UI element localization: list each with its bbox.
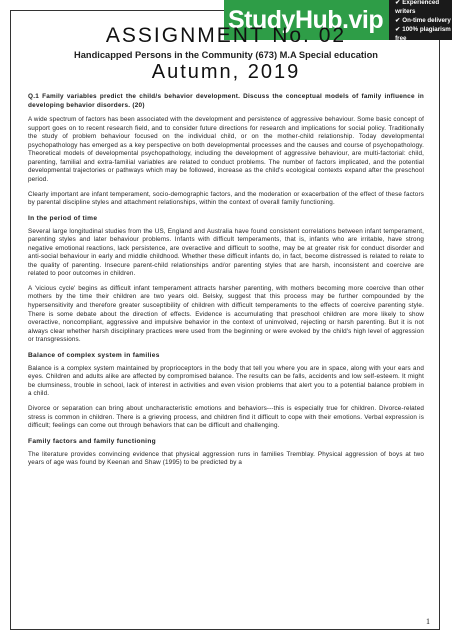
check-icon: ✔ bbox=[395, 25, 401, 33]
assignment-title: ASSIGNMENT No. 02 bbox=[105, 24, 347, 47]
page-number: 1 bbox=[426, 617, 430, 626]
check-icon: ✔ bbox=[395, 0, 401, 6]
paragraph: A wide spectrum of factors has been associated with the development and persistence of aggressive behaviour. Some basic concept of support goes on to recent research field, and to consider future directions for research and implications for social policy. Traditionally the study of problem behaviour focused on the individual child, or on the mother-child relationship. Today developmental psychopathology has emerged as a key perspective on both developmental processes and the causes and course of psychopathology. Theoretical models of developmental psychopathology, including the development of aggressive behaviour, are multi-factorial: child, parenting, familial and extra-familial variables are related to conduct problems. The number of factors implicated, and the potential developmental trajectories or pathways which may be followed, increase as the child's ecological contexts expand after the preschool period. bbox=[28, 116, 424, 184]
feature-item: ✔ Experienced writers bbox=[395, 0, 440, 15]
feature-item: ✔ 100% plagiarism free bbox=[395, 25, 451, 42]
document-body bbox=[28, 24, 424, 468]
section-heading: Balance of complex system in families bbox=[28, 351, 160, 359]
question-text: Q.1 Family variables predict the child/s behavior development. Discuss the conceptual models of family influence in developing behavior disorders. (20) bbox=[28, 93, 424, 109]
paragraph: Balance is a complex system maintained by proprioceptors in the body that tell you where you are in space, along with your ears and eyes. Children and adults alike are affected by compromised balance. The results can be falls, accidents and low self-esteem. It might be clumsiness, trouble in school, lack of interest in activities and even vision problems that alert you to a potential balance problem in a child. bbox=[28, 364, 424, 398]
section-heading: Family factors and family functioning bbox=[28, 437, 156, 445]
paragraph: Clearly important are infant temperament, socio-demographic factors, and the moderation or exacerbation of the effect of these factors by parental discipline styles and attachment relationships, within the context of overall family functioning. bbox=[28, 190, 424, 207]
section-heading: In the period of time bbox=[28, 214, 98, 222]
semester-heading: Autumn, 2019 bbox=[151, 61, 301, 83]
paragraph: The literature provides convincing evidence that physical aggression runs in families Tremblay. Physical aggression of boys at two years of age was found by Keenan and Shaw (1995) to be predicted by a bbox=[28, 450, 424, 467]
paragraph: A 'vicious cycle' begins as difficult infant temperament attracts harsher parenting, with mothers becoming more coercive than other mothers by the time their children are two years old. Belsky, suggest that this process may be further compounded by the hypersensitivity and therefore greater susceptibility of children with difficult temperaments to the effects of coercive parenting style. There is some debate about the direction of effects. Evidence is accumulating that preschool children are more likely to show overactive, noncompliant, aggressive and impulsive behavior in the context of uninvolved, rejecting or harsh parenting. But it is not always clear whether harsh disciplinary practices were used from the beginning or were evoked by the child's high level of aggression or transgressions. bbox=[28, 284, 424, 344]
course-subtitle: Handicapped Persons in the Community (673) M.A Special education bbox=[74, 50, 378, 60]
paragraph: Several large longitudinal studies from the US, England and Australia have found consistent correlations between infant temperament, parenting styles and later behaviour problems. Infants with difficult temperaments, that is, infants who are irritable, have strong negative emotional reactions, lack persistence, are overactive and difficult to soothe, may be at greater risk for conduct disorder and anti-social behaviour in early and middle childhood. Whether these difficult infants do, in fact, become distressed is related to relate to the quality of parenting. Insecure parent-child relationships and/or parenting styles that are harsh, inconsistent and coercive are related to poor outcomes in children. bbox=[28, 227, 424, 278]
brand-logo[interactable]: StudyHub.vip bbox=[224, 0, 389, 40]
paragraph: Divorce or separation can bring about uncharacteristic emotions and behaviors---this is especially true for children. Divorce-related stress is common in children. There is a grieving process, and children find it difficult to cope with their emotions. Verbal expression is difficult; feelings can come out through behaviors that can be difficult and challenging. bbox=[28, 404, 424, 430]
feature-item: ✔ On-time delivery bbox=[395, 16, 451, 24]
check-icon: ✔ bbox=[395, 16, 401, 24]
